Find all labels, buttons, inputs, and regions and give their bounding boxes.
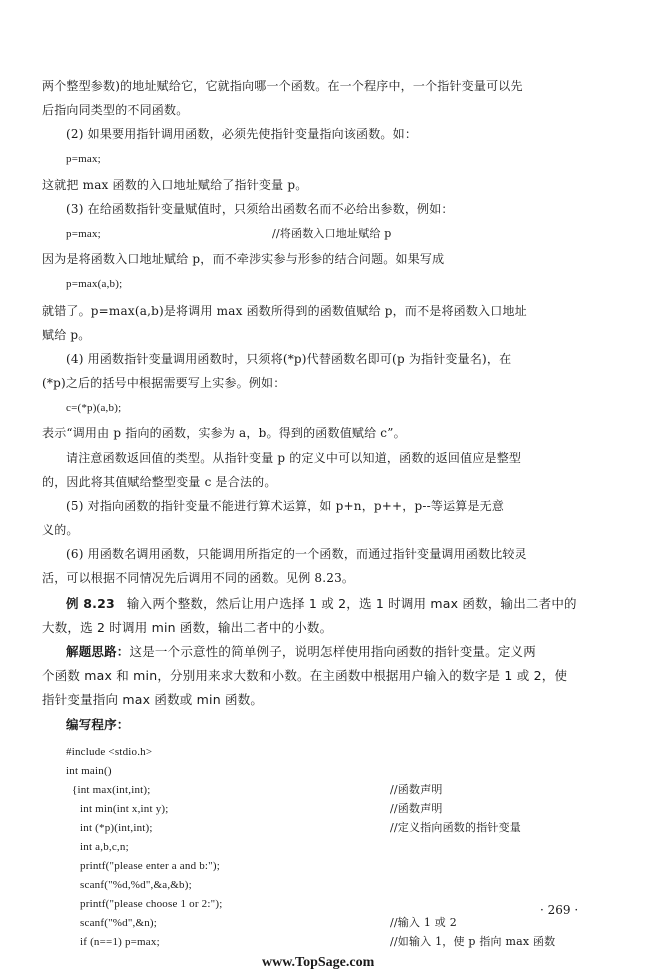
program-label: 编写程序：: [66, 717, 130, 732]
code-line: p=max(a,b);: [66, 278, 123, 290]
example-heading: [66, 597, 577, 611]
text-line: 后指向同类型的不同函数。: [42, 103, 189, 117]
code-line: scanf("%d,%d",&a,&b);: [80, 879, 192, 891]
code-comment: //输入 1 或 2: [390, 916, 457, 929]
example-label: 例 8.23: [66, 596, 115, 611]
code-line: int (*p)(int,int);: [80, 822, 153, 834]
text-line: 义的。: [42, 523, 79, 537]
text-line: 就错了。p=max(a,b)是将调用 max 函数所得到的函数值赋给 p，而不是将函数入口地址: [42, 304, 527, 318]
idea-text: 这是一个示意性的简单例子，说明怎样使用指向函数的指针变量。定义两: [129, 644, 536, 659]
code-line: p=max;: [66, 228, 101, 240]
code-line: {int max(int,int);: [72, 784, 151, 796]
code-line: int min(int x,int y);: [80, 803, 169, 815]
text-line: 两个整型参数)的地址赋给它，它就指向哪一个函数。在一个程序中，一个指针变量可以先: [42, 79, 523, 93]
code-line: p=max;: [66, 153, 101, 165]
code-comment: //定义指向函数的指针变量: [390, 821, 522, 834]
code-line: printf("please enter a and b:");: [80, 860, 220, 872]
text-line: 的，因此将其值赋给整型变量 c 是合法的。: [42, 475, 277, 489]
text-line: 活，可以根据不同情况先后调用不同的函数。见例 8.23。: [42, 571, 355, 585]
text-line: 这就把 max 函数的入口地址赋给了指针变量 p。: [42, 178, 308, 192]
text-line: (2) 如果要用指针调用函数，必须先使指针变量指向该函数。如：: [66, 127, 418, 141]
code-line: int a,b,c,n;: [80, 841, 129, 853]
text-line: 大数，选 2 时调用 min 函数，输出二者中的小数。: [42, 620, 333, 635]
text-line: 请注意函数返回值的类型。从指针变量 p 的定义中可以知道，函数的返回值应是整型: [66, 451, 522, 465]
code-line: c=(*p)(a,b);: [66, 402, 122, 414]
code-line: scanf("%d",&n);: [80, 917, 158, 929]
text-line: (3) 在给函数指针变量赋值时，只须给出函数名而不必给出参数，例如：: [66, 202, 454, 216]
text-line: (*p)之后的括号中根据需要写上实参。例如：: [42, 376, 286, 390]
text-line: (6) 用函数名调用函数，只能调用所指定的一个函数，而通过指针变量调用函数比较灵: [66, 547, 527, 561]
text-line: (5) 对指向函数的指针变量不能进行算术运算，如 p+n，p++，p--等运算是无意: [66, 499, 505, 513]
code-comment: //如输入 1，使 p 指向 max 函数: [390, 935, 556, 948]
text-line: 因为是将函数入口地址赋给 p，而不牵涉实参与形参的结合问题。如果写成: [42, 252, 445, 266]
text-line: 表示“调用由 p 指向的函数，实参为 a，b。得到的函数值赋给 c”。: [42, 426, 406, 440]
page-number: · 269 ·: [540, 903, 579, 917]
code-comment: //函数声明: [390, 783, 443, 796]
text-line: 个函数 max 和 min，分别用来求大数和小数。在主函数中根据用户输入的数字是 1 或 2，使: [42, 668, 568, 683]
code-comment: //将函数入口地址赋给 p: [272, 227, 392, 240]
text-line: (4) 用函数指针变量调用函数时，只须将(*p)代替函数名即可(p 为指针变量名)，在: [66, 352, 512, 366]
code-line: int main(): [66, 765, 112, 777]
code-line: #include <stdio.h>: [66, 746, 153, 758]
text-line: 赋给 p。: [42, 328, 91, 342]
example-text: 输入两个整数，然后让用户选择 1 或 2，选 1 时调用 max 函数，输出二者中的: [126, 596, 577, 611]
idea-label: 解题思路：: [66, 644, 130, 659]
text-line: 指针变量指向 max 函数或 min 函数。: [42, 692, 264, 707]
code-comment: //函数声明: [390, 802, 443, 815]
idea-heading: [66, 645, 536, 659]
footer-url: www.TopSage.com: [262, 955, 375, 970]
code-line: printf("please choose 1 or 2:");: [80, 898, 223, 910]
code-line: if (n==1) p=max;: [80, 936, 160, 948]
